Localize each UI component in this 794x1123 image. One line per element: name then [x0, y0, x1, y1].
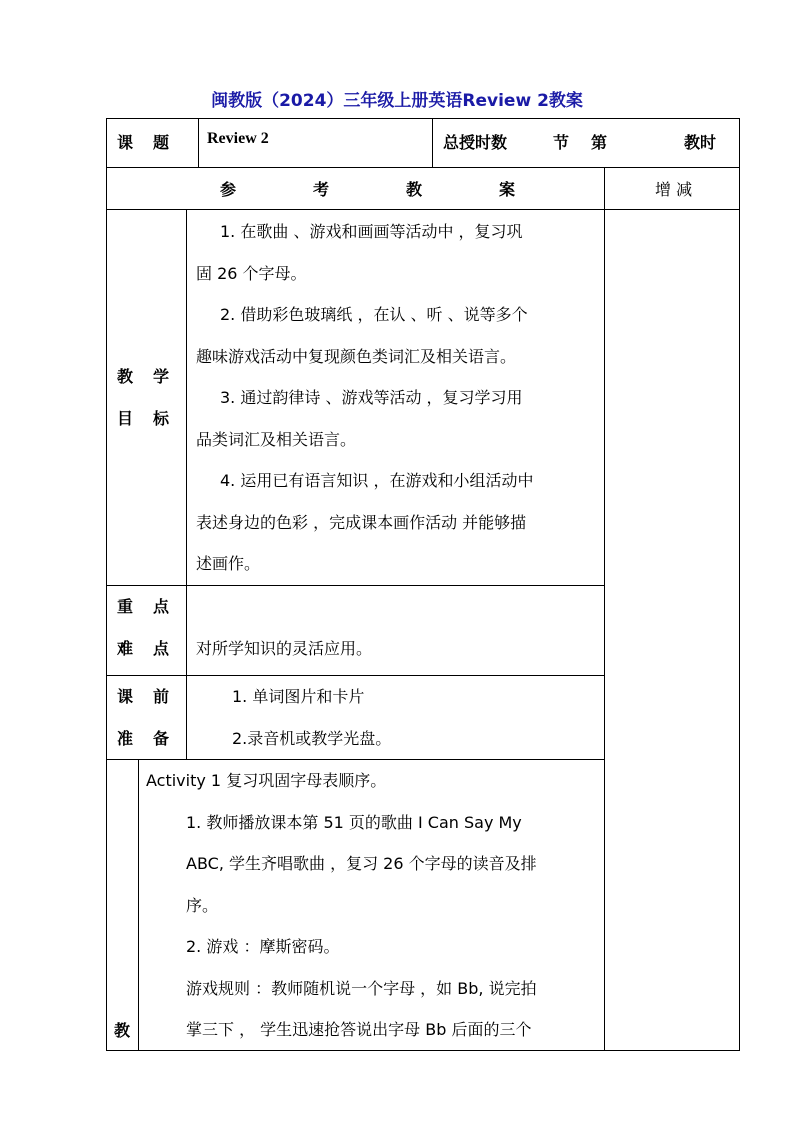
prep-label-4: 备 [153, 729, 170, 748]
goal-line: 4. 运用已有语言知识 ，在游戏和小组活动中 [220, 471, 534, 490]
goal-line: 2. 借助彩色玻璃纸 ，在认 、听 、说等多个 [220, 305, 528, 324]
prep-item: 2.录音机或教学光盘。 [232, 729, 392, 748]
process-line: 1. 教师播放课本第 51 页的歌曲 I Can Say My [186, 813, 522, 832]
ref-char-2: 考 [313, 180, 330, 199]
goal-line: 品类词汇及相关语言。 [196, 430, 357, 449]
process-line: 2. 游戏 ：摩斯密码。 [186, 937, 340, 956]
process-line: ABC, 学生齐唱歌曲 ，复习 26 个字母的读音及排 [186, 854, 537, 873]
key-label-3: 难 [117, 639, 134, 658]
goals-label-4: 标 [153, 409, 170, 428]
process-label: 教 [114, 1021, 131, 1040]
goal-line: 固 26 个字母。 [196, 264, 307, 283]
goals-label-2: 学 [153, 367, 170, 386]
di-label: 第 [591, 133, 608, 152]
document-title: 闽教版（2024）三年级上册英语Review 2教案 [211, 91, 583, 111]
process-line: 掌三下 ， 学生迅速抢答说出字母 Bb 后面的三个 [186, 1020, 532, 1039]
hours-label: 总授时数 [443, 133, 508, 152]
goal-line: 趣味游戏活动中复现颜色类词汇及相关语言。 [196, 347, 517, 366]
process-line: 序。 [186, 896, 219, 915]
ref-char-1: 参 [220, 180, 237, 199]
process-line: 游戏规则 ：教师随机说一个字母 ，如 Bb, 说完拍 [186, 979, 537, 998]
prep-label-2: 前 [153, 687, 170, 706]
goal-line: 述画作。 [196, 554, 261, 573]
topic-value: Review 2 [207, 130, 269, 147]
key-label-1: 重 [117, 597, 134, 616]
key-points-text: 对所学知识的灵活应用。 [196, 639, 373, 658]
goal-line: 表述身边的色彩 ，完成课本画作活动 并能够描 [196, 513, 527, 532]
key-label-2: 点 [153, 597, 170, 616]
key-label-4: 点 [153, 639, 170, 658]
jie-label: 节 [553, 133, 570, 152]
goals-label-3: 目 [117, 409, 134, 428]
ref-char-4: 案 [499, 180, 516, 199]
ref-char-3: 教 [406, 180, 423, 199]
goal-line: 1. 在歌曲 、游戏和画画等活动中 ，复习巩 [220, 222, 523, 241]
topic-label-2: 题 [153, 133, 170, 152]
prep-label-1: 课 [117, 687, 134, 706]
topic-label-1: 课 [117, 133, 134, 152]
goals-label-1: 教 [117, 367, 134, 386]
goal-line: 3. 通过韵律诗 、游戏等活动 ，复习学习用 [220, 388, 523, 407]
activity-title: Activity 1 复习巩固字母表顺序。 [146, 771, 387, 790]
prep-label-3: 准 [117, 729, 134, 748]
change-header: 增 减 [655, 180, 693, 199]
prep-item: 1. 单词图片和卡片 [232, 687, 365, 706]
jiaoshi-label: 教时 [684, 133, 717, 152]
